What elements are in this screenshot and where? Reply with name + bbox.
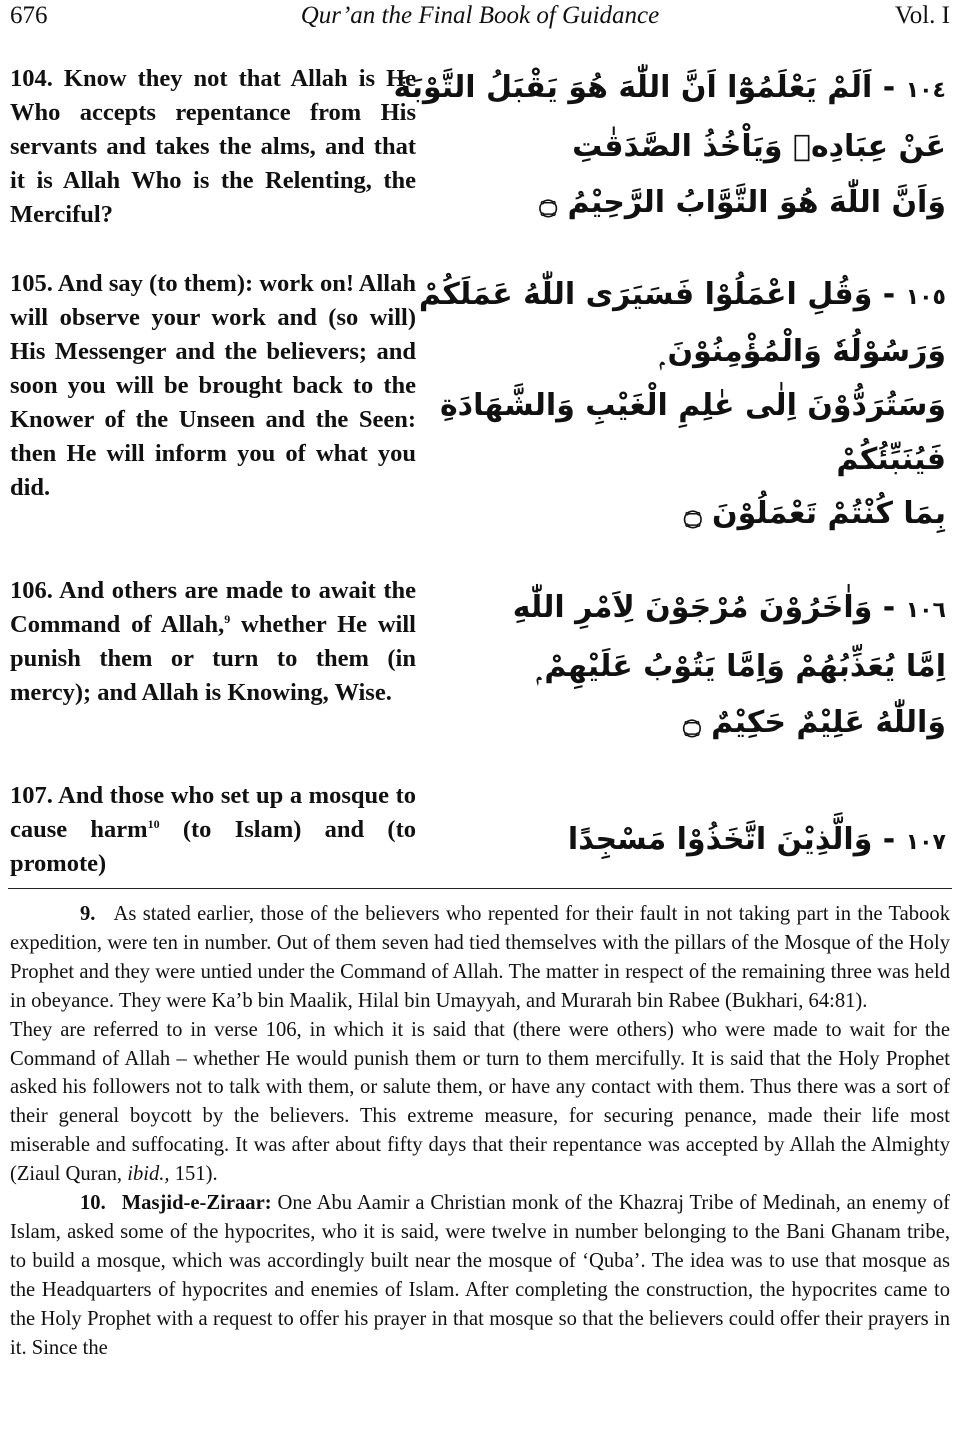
verse-text: And say (to them): work on! Allah will observe your work and (so will) His Messenger and the believers; and soon you will be brought back to the Knower of the Unseen and the Seen: then He will inform you of what you did. [10,270,416,501]
verse-text: And those who set up a mosque to cause harm [10,782,416,843]
footnote-text: 151). [169,1163,218,1186]
verse-number: 106. [10,577,53,604]
footnote-divider [8,888,952,889]
verse-104-translation [10,62,416,232]
book-title: Qur’an the Final Book of Guidance [300,2,660,29]
arabic-line: عَنْ عِبَادِهٖ وَيَاْخُذُ الصَّدَقٰتِ [572,129,946,164]
verse-text-cont: whether He will punish them or turn to them (in mercy); and Allah is Knowing, Wise. [10,611,416,706]
verse-106-translation [10,574,416,710]
footnote-number: 10. [80,1192,106,1215]
verse-number: 105. [10,270,53,297]
verse-text: Know they not that Allah is He Who accepts repentance from His servants and takes the alms, and that it is Allah Who is the Relenting, the Merciful? [10,65,417,228]
footnote-number: 9. [80,903,96,925]
arabic-line: وَسَتُرَدُّوْنَ اِلٰى عٰلِمِ الْغَيْبِ وَالشَّهَادَةِ [439,388,946,423]
arabic-line: ١٠٥ - وَقُلِ اعْمَلُوْا فَسَيَرَى اللّٰهُ عَمَلَكُمْ [418,277,946,312]
footnote-9-continuation [10,1016,950,1189]
verse-number: 107. [10,782,53,809]
page-number: 676 [10,2,48,29]
verse-106-arabic [512,580,946,751]
arabic-line: وَرَسُوْلُهٗ وَالْمُؤْمِنُوْنَ ۭ [660,334,946,369]
arabic-verse-number: ١٠٦ [905,598,946,623]
arabic-line: اِمَّا يُعَذِّبُهُمْ وَاِمَّا يَتُوْبُ عَلَيْهِمْ ۭ [536,649,946,684]
arabic-verse-number: ١٠٧ [905,830,946,855]
arabic-line: وَاللّٰهُ عَلِيْمٌ حَكِيْمٌ ۝ [683,705,946,740]
arabic-line: وَاَنَّ اللّٰهَ هُوَ التَّوَّابُ الرَّحِيْمُ ۝ [539,185,946,220]
footnotes [10,900,950,1363]
footnote-text: One Abu Aamir a Christian monk of the Khazraj Tribe of Medinah, an enemy of Islam, asked some of the hypocrites, who it is said, were twelve in number belonging to the Bani Ghanam tribe, to build a mosque, which was accordingly built near the mosque of ‘Quba’. The idea was to use that mosque as the Headquarters of hypocrites and enemies of Islam. After completing the construction, the hypocrites came to the Holy Prophet with a request to offer his prayer in that mosque so that the believers could offer their prayers in it. Since the [10,1192,950,1359]
footnote-term: Masjid-e-Ziraar: [121,1192,272,1215]
verse-104-arabic [393,60,946,231]
verse-text: And others are made to await the Command of Allah, [10,577,416,638]
arabic-line: فَيُنَبِّئُكُمْ [836,442,946,477]
verse-107-translation [10,779,416,881]
footnote-9 [10,900,950,1016]
footnote-text: As stated earlier, those of the believers who repented for their fault in not taking part in the Tabook expedition, were ten in number. Out of them seven had tied themselves with the pillars of the Mosque of the Holy Prophet and they were untied under the Command of Allah. The matter in respect of the remaining three was held in obeyance. They were Ka’b bin Maalik, Hilal bin Umayyah, and Murarah bin Rabee (Bukhari, 64:81). [10,903,950,1012]
footnote-10 [10,1189,950,1362]
verse-107-arabic [516,812,946,871]
verse-105-translation [10,267,416,505]
verse-text-cont: (to Islam) and (to promote) [10,816,416,877]
verse-number: 104. [10,65,53,92]
arabic-line: بِمَا كُنْتُمْ تَعْمَلُوْنَ ۝ [684,496,946,531]
arabic-line: ١٠٧ - وَالَّذِيْنَ اتَّخَذُوْا مَسْجِدًا [567,822,946,857]
arabic-verse-number: ١٠٥ [905,285,946,310]
arabic-line: ١٠٦ - وَاٰخَرُوْنَ مُرْجَوْنَ لِاَمْرِ اللّٰهِ [512,590,946,625]
running-header [10,2,950,34]
footnote-ref-9[interactable]: 9 [224,611,231,626]
ibid-citation: ibid., [127,1163,170,1186]
arabic-verse-number: ١٠٤ [905,78,946,103]
volume-label: Vol. I [894,2,950,29]
footnote-text: They are referred to in verse 106, in which it is said that (there were others) who were made to wait for the Command of Allah – whether He would punish them or turn to them mercifully. It is said that the Holy Prophet asked his followers not to talk with them, or salute them, or have any contact with them. Thus there was a sort of their general boycott by the believers. This extreme measure, for securing penance, made their life most miserable and suffocating. It was after about fifty days that their repentance was accepted by Allah the Almighty (Ziaul Quran, [10,1018,950,1186]
arabic-line: ١٠٤ - اَلَمْ يَعْلَمُوْٓا اَنَّ اللّٰهَ هُوَ يَقْبَلُ التَّوْبَةَ [393,70,946,105]
footnote-ref-10[interactable]: 10 [147,816,160,831]
verse-105-arabic [418,268,946,541]
